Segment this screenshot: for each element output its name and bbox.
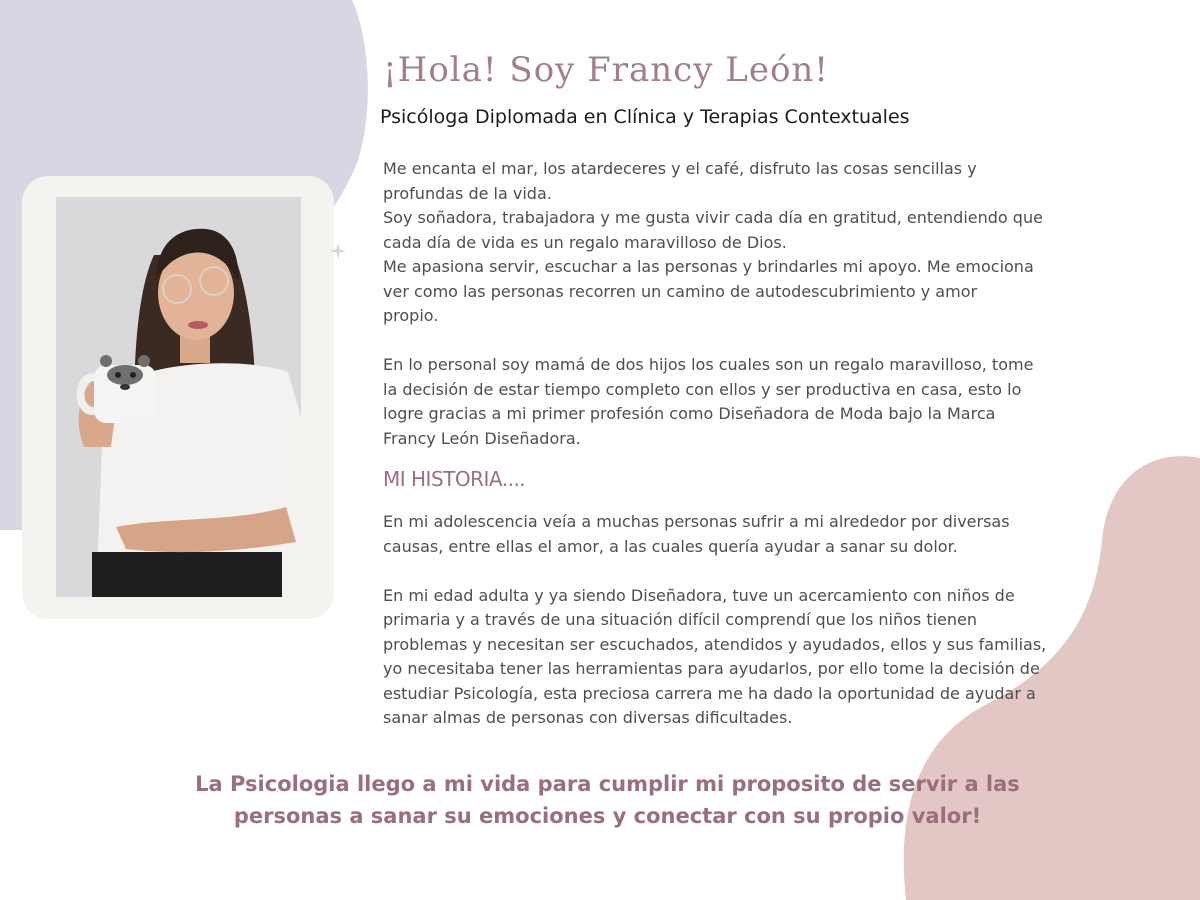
paragraph-gap [383, 329, 1143, 354]
history-line: primaria y a través de una situación difícil comprendí que los niños tienen [383, 610, 978, 629]
profile-photo [56, 197, 301, 597]
intro-line: Soy soñadora, trabajadora y me gusta vivir cada día en gratitud, entendiendo que [383, 208, 1043, 227]
history-line: En mi edad adulta y ya siendo Diseñadora, tuve un acercamiento con niños de [383, 585, 1015, 605]
intro-line: Francy León Diseñadora. [383, 428, 581, 448]
history-line: causas, entre ellas el amor, a las cuales quería ayudar a sanar su dolor. [383, 536, 958, 556]
sparkle-icon [330, 243, 346, 259]
intro-line: propio. [383, 306, 439, 325]
intro-line: la decisión de estar tiempo completo con ellos y ser productiva en casa, esto lo [383, 379, 1022, 399]
intro-line: cada día de vida es un regalo maravilloso de Dios. [383, 232, 787, 252]
history-line: sanar almas de personas con diversas dificultades. [383, 708, 793, 727]
history-line: problemas y necesitan ser escuchados, atendidos y ayudados, ellos y sus familias, [383, 634, 1047, 654]
intro-line: En lo personal soy mamá de dos hijos los cuales son un regalo maravilloso, tome [383, 355, 1034, 374]
closing-line: La Psicologia llego a mi vida para cumplir mi proposito de servir a las [195, 772, 1020, 796]
history-paragraphs [383, 510, 1143, 731]
page-title: ¡Hola! Soy Francy León! [383, 50, 829, 90]
paragraph-gap [383, 559, 1143, 584]
history-line: yo necesitaba tener las herramientas para ayudarlos, por ello tome la decisión de [383, 659, 1040, 678]
history-line: estudiar Psicología, esta preciosa carrera me ha dado la oportunidad de ayudar a [383, 683, 1036, 703]
intro-line: Me encanta el mar, los atardeceres y el café, disfruto las cosas sencillas y [383, 159, 977, 178]
intro-line: Me apasiona servir, escuchar a las personas y brindarles mi apoyo. Me emociona [383, 257, 1034, 276]
intro-line: logre gracias a mi primer profesión como Diseñadora de Moda bajo la Marca [383, 404, 996, 423]
closing-line: personas a sanar su emociones y conectar con su propio valor! [233, 804, 982, 828]
intro-line: profundas de la vida. [383, 183, 552, 203]
intro-paragraphs [383, 157, 1143, 451]
intro-line: ver como las personas recorren un camino de autodescubrimiento y amor [383, 281, 978, 301]
history-heading: MI HISTORIA.... [383, 467, 526, 491]
history-line: En mi adolescencia veía a muchas personas sufrir a mi alrededor por diversas [383, 512, 1010, 531]
page-subtitle: Psicóloga Diplomada en Clínica y Terapias Contextuales [380, 106, 910, 128]
closing-statement [150, 768, 1065, 832]
